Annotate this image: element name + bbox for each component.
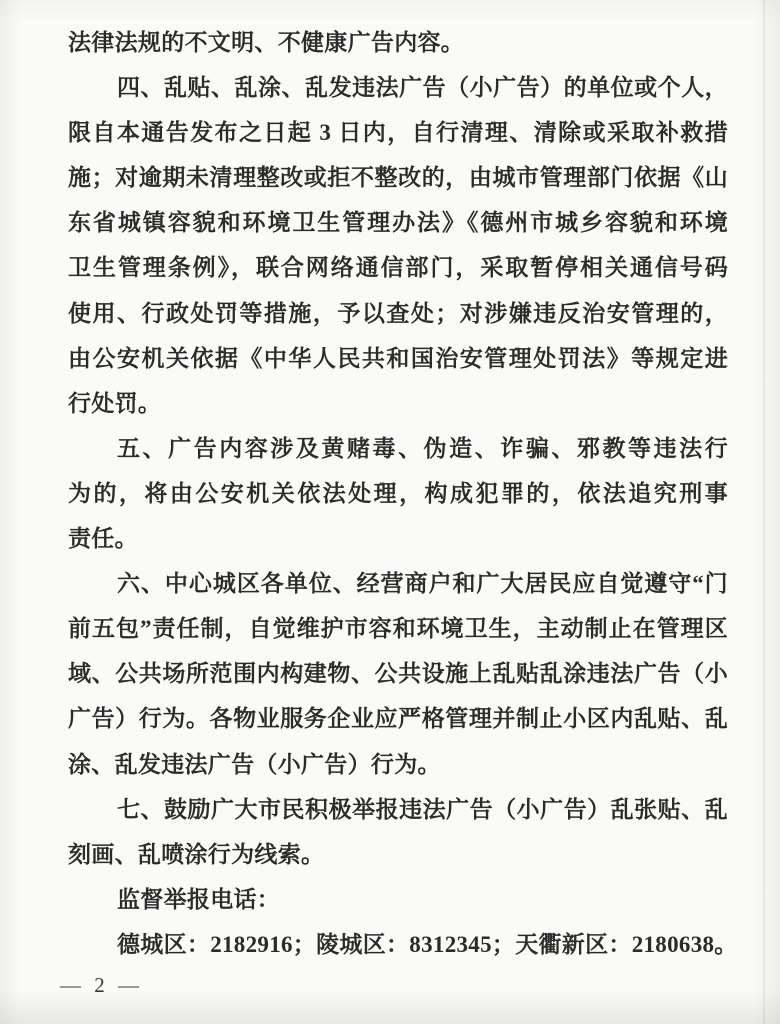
text-line: 责任。 xyxy=(68,526,138,552)
text-line: 刻画、乱喷涂行为线索。 xyxy=(68,841,325,867)
document-body xyxy=(68,20,738,967)
text-line: 限自本通告发布之日起 3 日内，自行清理、清除或采取补救措 xyxy=(68,120,728,146)
page-number: — 2 — xyxy=(60,973,143,997)
text-line: 法律法规的不文明、不健康广告内容。 xyxy=(68,30,465,55)
text-line: 行处罚。 xyxy=(68,390,162,416)
text-line: 监督举报电话： xyxy=(117,886,281,912)
text-line: 四、乱贴、乱涂、乱发违法广告（小广告）的单位或个人， xyxy=(117,75,728,101)
text-line: 德城区：2182916；陵城区：8312345；天衢新区：2180638。 xyxy=(117,931,738,957)
text-line: 五、广告内容涉及黄赌毒、伪造、诈骗、邪教等违法行 xyxy=(117,435,728,461)
text-line: 由公安机关依据《中华人民共和国治安管理处罚法》等规定进 xyxy=(68,345,728,371)
text-line: 卫生管理条例》，联合网络通信部门，采取暂停相关通信号码 xyxy=(68,255,728,281)
scan-edge-artifact xyxy=(763,0,765,1024)
text-line: 域、公共场所范围内构建物、公共设施上乱贴乱涂违法广告（小 xyxy=(68,661,728,687)
text-line: 广告）行为。各物业服务企业应严格管理并制止小区内乱贴、乱 xyxy=(68,706,728,732)
text-line: 东省城镇容貌和环境卫生管理办法》《德州市城乡容貌和环境 xyxy=(68,210,728,236)
text-line: 使用、行政处罚等措施，予以查处；对涉嫌违反治安管理的， xyxy=(68,300,728,326)
text-line: 涂、乱发违法广告（小广告）行为。 xyxy=(68,751,441,777)
text-line: 前五包”责任制，自觉维护市容和环境卫生，主动制止在管理区 xyxy=(68,616,728,642)
text-line: 施；对逾期未清理整改或拒不整改的，由城市管理部门依据《山 xyxy=(68,165,728,191)
text-line: 七、鼓励广大市民积极举报违法广告（小广告）乱张贴、乱 xyxy=(117,796,728,822)
text-line: 六、中心城区各单位、经营商户和广大居民应自觉遵守“门 xyxy=(117,571,728,597)
text-line: 为的，将由公安机关依法处理，构成犯罪的，依法追究刑事 xyxy=(68,480,728,506)
